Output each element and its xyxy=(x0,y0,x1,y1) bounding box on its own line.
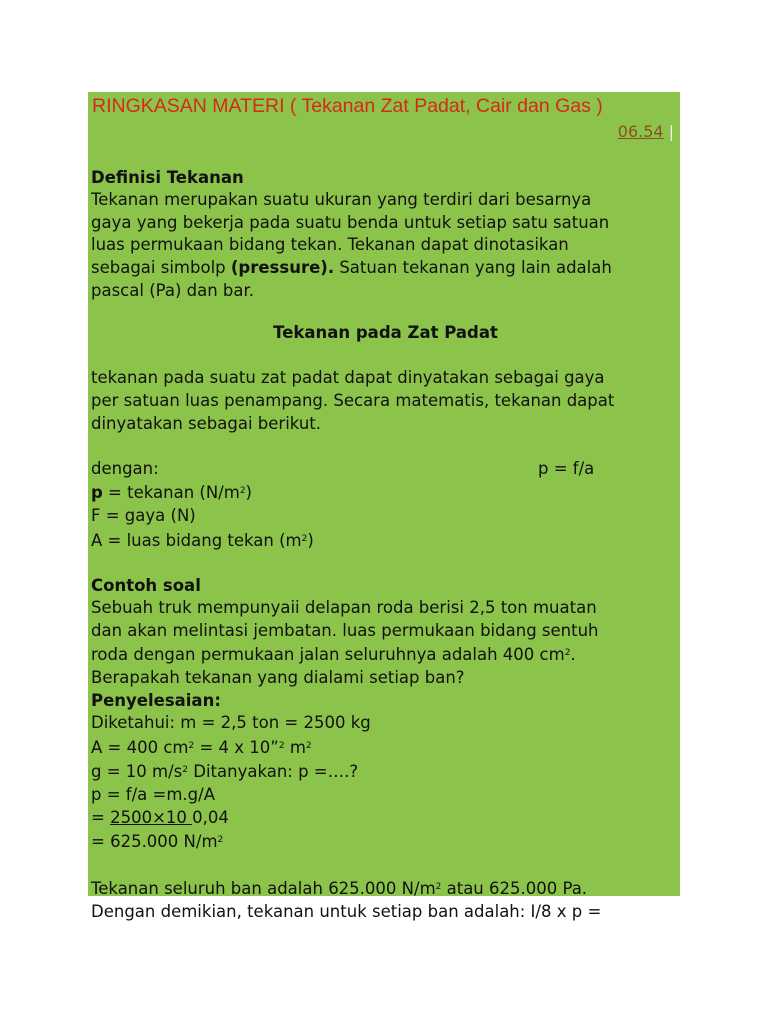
heading-zat-padat: Tekanan pada Zat Padat xyxy=(273,323,498,343)
paragraph-line: tekanan pada suatu zat padat dapat dinyatakan sebagai gaya xyxy=(91,368,605,388)
paragraph-line: Berapakah tekanan yang dialami setiap ban? xyxy=(91,668,465,688)
paragraph-line: dinyatakan sebagai berikut. xyxy=(91,413,322,433)
post-body xyxy=(91,144,680,924)
post-meta xyxy=(91,120,680,144)
heading-definisi: Definisi Tekanan xyxy=(91,167,244,187)
result-line: Dengan demikian, tekanan untuk setiap ban adalah: I/8 x p = xyxy=(91,902,602,921)
paragraph-line: Tekanan merupakan suatu ukuran yang terdiri dari besarnya xyxy=(91,190,592,210)
pressure-formula: p = f/a xyxy=(538,458,595,478)
paragraph-line: pascal (Pa) dan bar. xyxy=(91,280,255,300)
result-line: Tekanan seluruh ban adalah 625.000 $N/m^2$ atau 625.000 Pa. xyxy=(91,879,588,899)
paragraph-line: sebagai simbolp (pressure). Satuan tekanan yang lain adalah xyxy=(91,257,612,277)
paragraph-line: dan akan melintasi jembatan. luas permukaan bidang sentuh xyxy=(91,620,599,640)
heading-contoh-soal: Contoh soal xyxy=(91,575,201,595)
formula-line xyxy=(91,458,680,481)
heading-penyelesaian: Penyelesaian: xyxy=(91,690,221,710)
title-row xyxy=(88,92,674,120)
paragraph-line: roda dengan permukaan jalan seluruhnya adalah 400 $cm^2$. xyxy=(91,645,576,665)
paragraph-line: gaya yang bekerja pada suatu benda untuk setiap satu satuan xyxy=(91,212,610,232)
calc-step-3: = 625.000 $N/m^2$ xyxy=(91,832,224,852)
given-m: Diketahui: m = 2,5 ton = 2500 kg xyxy=(91,713,371,733)
paragraph-line: Sebuah truk mempunyaii delapan roda berisi 2,5 ton muatan xyxy=(91,598,597,618)
post-title[interactable]: RINGKASAN MATERI ( Tekanan Zat Padat, Cair dan Gas ) xyxy=(92,95,603,117)
paragraph-line: per satuan luas penampang. Secara matematis, tekanan dapat xyxy=(91,390,615,410)
term-pressure: (pressure). xyxy=(230,257,335,277)
article-panel xyxy=(88,92,680,921)
post-time-link[interactable]: 06.54 xyxy=(617,122,664,141)
paragraph-line: luas permukaan bidang tekan. Tekanan dapat dinotasikan xyxy=(91,235,569,255)
variable-f: F = gaya (N) xyxy=(91,505,196,525)
given-a: A = 400 $cm^2 = 4$ x 10”$^2$ $m^2$ xyxy=(91,737,312,757)
calc-step-2: = 2500×10 0,04 xyxy=(91,807,229,827)
dengan-label: dengan: xyxy=(91,458,159,478)
given-g: g = 10 $m/s^2$ Ditanyakan: p =….? xyxy=(91,762,359,782)
variable-a: A = luas bidang tekan $(m^2)$ xyxy=(91,530,314,550)
meta-separator: | xyxy=(668,122,674,141)
variable-p: p = tekanan $(N/m^2)$ xyxy=(91,483,252,503)
calc-step-1: p = f/a =m.g/A xyxy=(91,785,215,805)
